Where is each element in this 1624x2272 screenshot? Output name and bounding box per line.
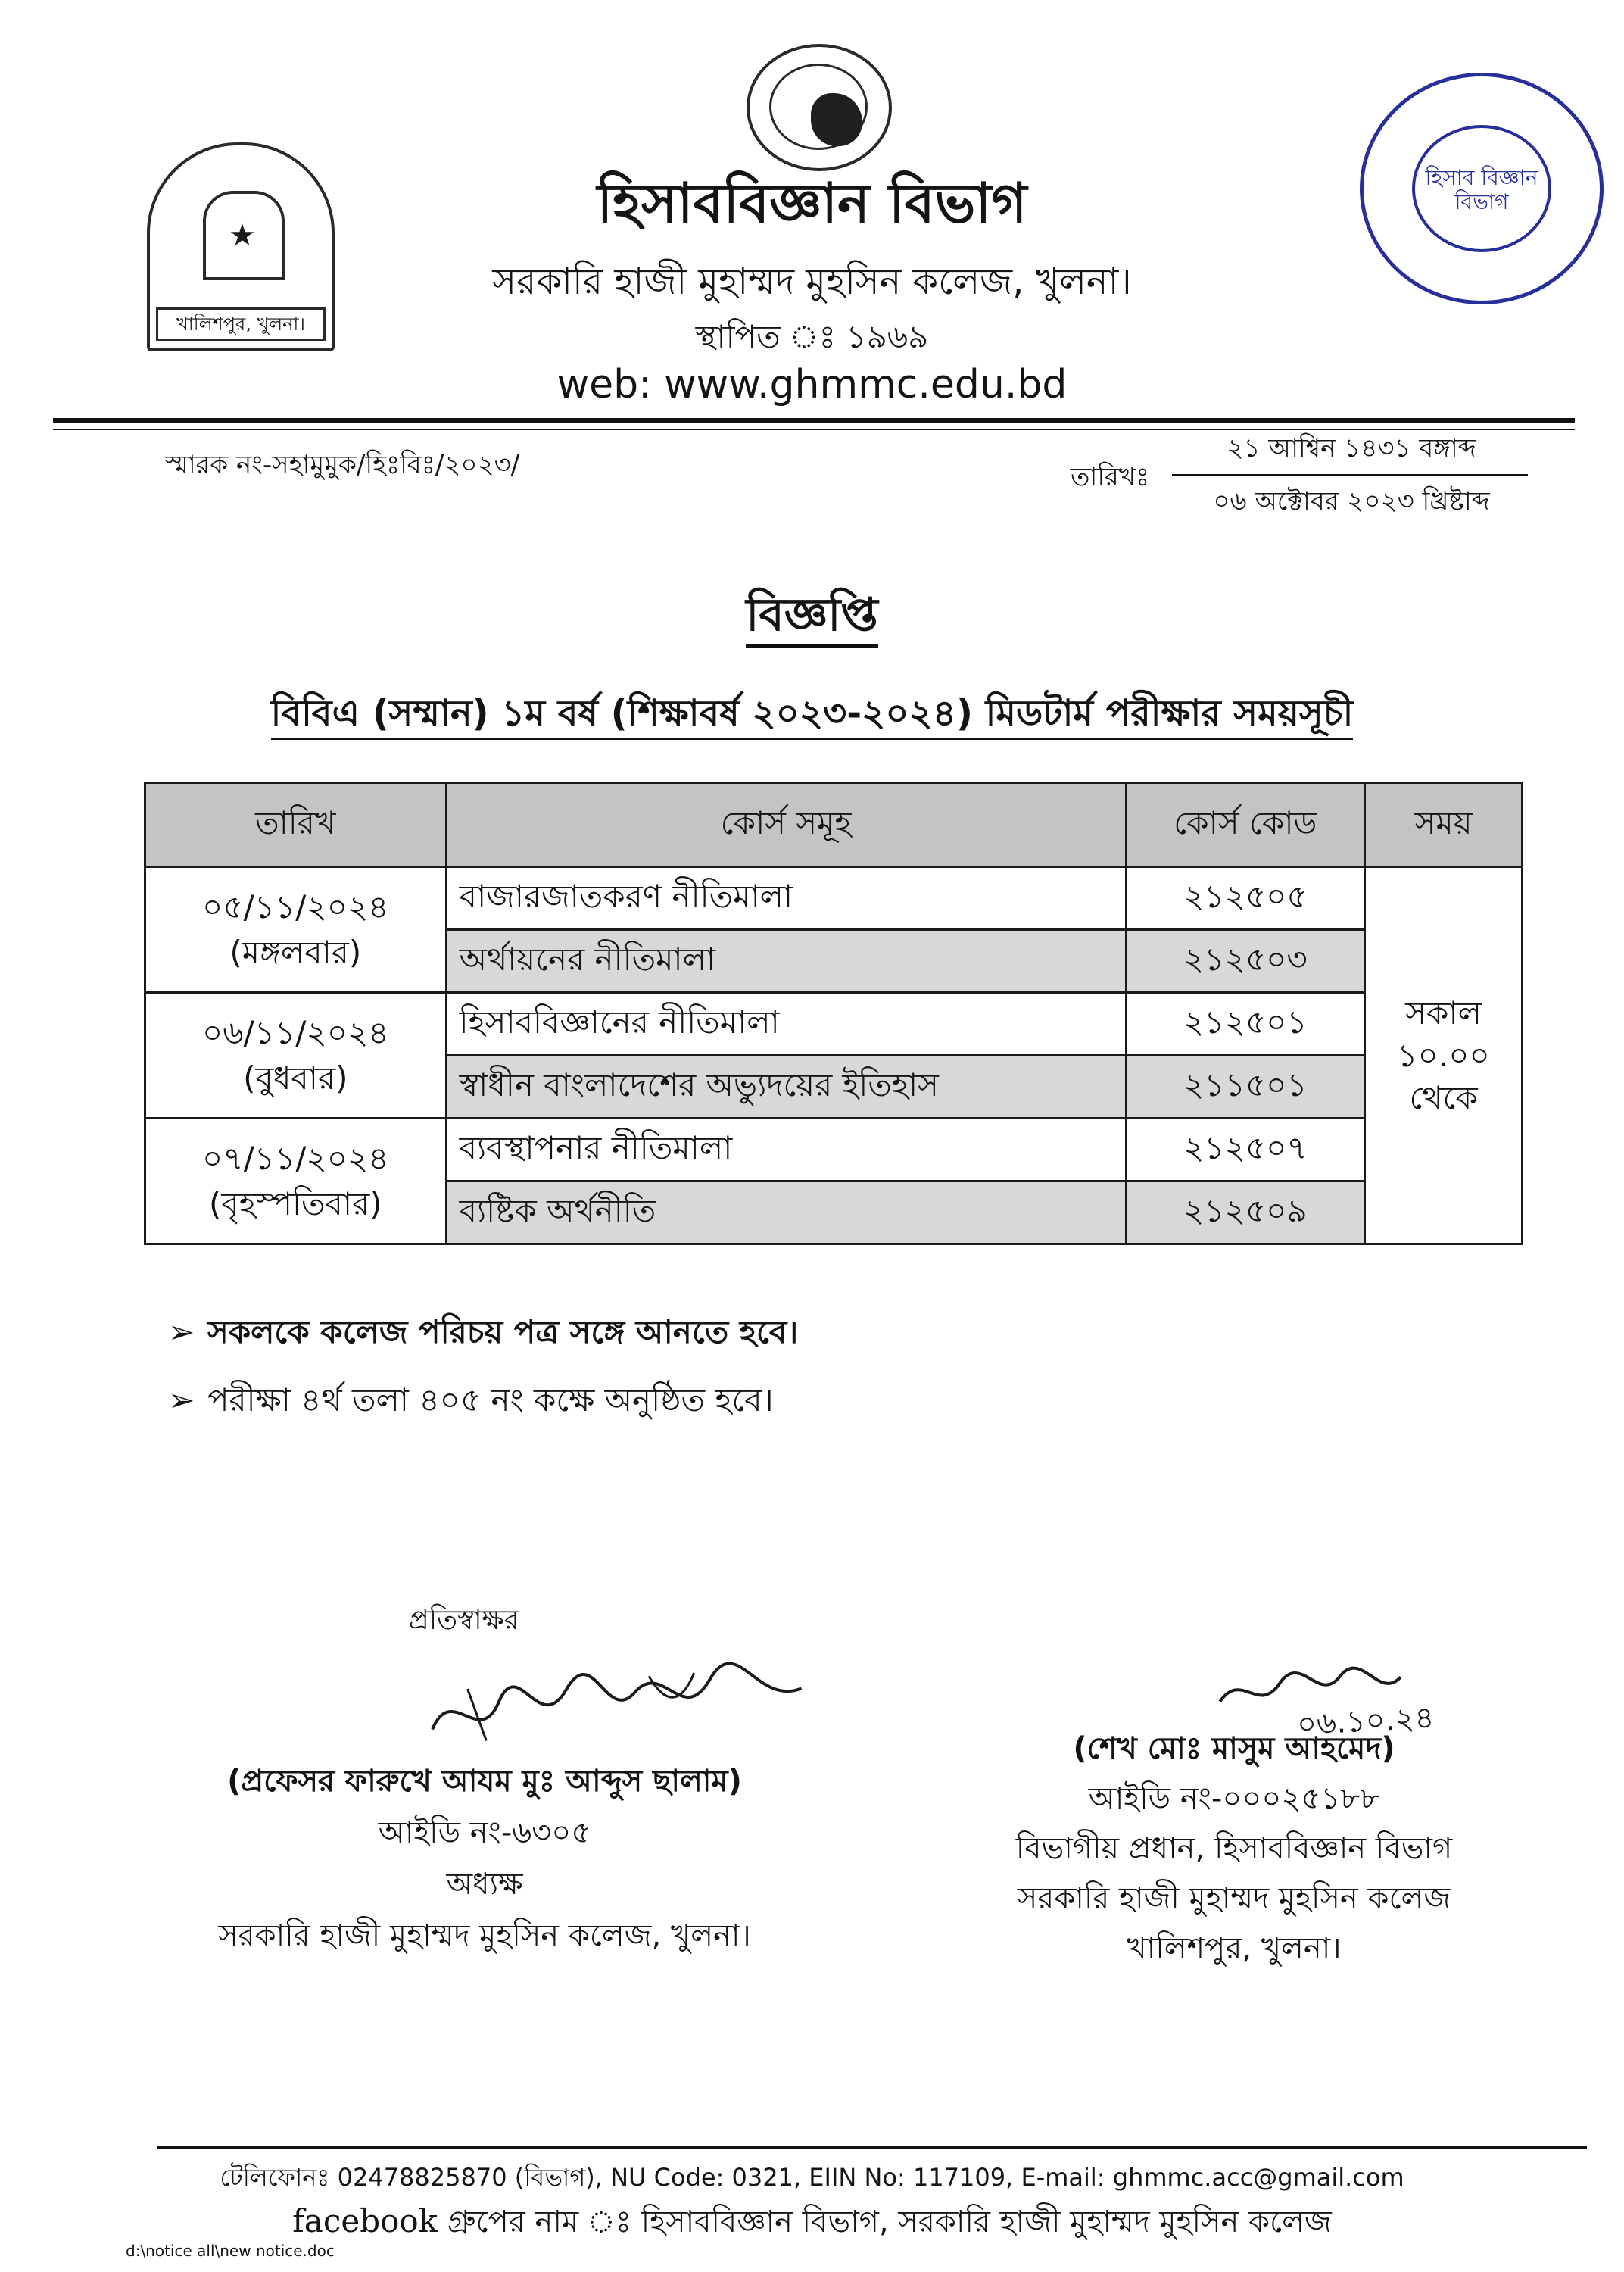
footer-divider (157, 2146, 1587, 2149)
course-name: অর্থায়নের নীতিমালা (446, 930, 1126, 993)
exam-day: (বৃহস্পতিবার) (209, 1184, 382, 1222)
header-courses: কোর্স সমূহ (446, 783, 1126, 867)
bangladesh-map-icon (811, 93, 862, 146)
exam-date: ০৬/১১/২০২৪ (201, 1013, 389, 1051)
table-header-row (145, 783, 1523, 867)
course-code: ২১১৫০১ (1126, 1056, 1365, 1119)
exam-day: (বুধবার) (243, 1059, 348, 1097)
principal-college: সরকারি হাজী মুহাম্মদ মুহসিন কলেজ, খুলনা। (218, 1918, 751, 1953)
exam-day: (মঙ্গলবার) (229, 933, 362, 971)
department-title: হিসাববিজ্ঞান বিভাগ (597, 171, 1027, 235)
head-block (992, 1724, 1476, 1974)
head-college: সরকারি হাজী মুহাম্মদ মুহসিন কলেজ (1017, 1881, 1451, 1916)
footer-contact: টেলিফোনঃ 02478825870 (বিভাগ), NU Code: 0321, EIIN No: 117109, E-mail: ghmmc.acc@gmail.com (220, 2163, 1404, 2192)
header-date: তারিখ (145, 783, 447, 867)
course-name: বাজারজাতকরণ নীতিমালা (446, 867, 1126, 930)
course-name: ব্যবস্থাপনার নীতিমালা (446, 1119, 1126, 1181)
principal-signature (421, 1649, 820, 1771)
star-icon: ★ (229, 218, 256, 253)
date-label: তারিখঃ (1071, 462, 1150, 492)
time-line-3: থেকে (1409, 1078, 1478, 1116)
head-title: বিভাগীয় প্রধান, হিসাববিজ্ঞান বিভাগ (1015, 1831, 1453, 1866)
principal-title: অধ্যক্ষ (446, 1867, 523, 1902)
time-line-1: সকাল (1405, 994, 1482, 1031)
principal-block (174, 1755, 795, 1961)
note-item (168, 1375, 774, 1429)
established-year: স্থাপিত ঃ ১৯৬৯ (695, 318, 929, 355)
date-bangla: ২১ আশ্বিন ১৪৩১ বঙ্গাব্দ (1227, 433, 1476, 463)
facebook-group: গ্রুপের নাম ঃ হিসাববিজ্ঞান বিভাগ, সরকারি হাজী মুহাম্মদ মুহসিন কলেজ (447, 2205, 1332, 2239)
file-path: d:\notice all\new notice.doc (126, 2242, 335, 2260)
memo-reference: স্মারক নং-সহামুমুক/হিঃবিঃ/২০২৩/ (165, 450, 520, 480)
head-id: আইডি নং-০০০২৫১৮৮ (1088, 1781, 1380, 1816)
exam-date: ০৭/১১/২০২৪ (201, 1139, 389, 1177)
footer-facebook (0, 2198, 1624, 2249)
note-item (168, 1307, 798, 1361)
principal-name: (প্রফেসর ফারুখে আযম মুঃ আব্দুস ছালাম) (227, 1764, 742, 1799)
exam-date-cell (145, 993, 447, 1119)
seal-text: হিসাব বিজ্ঞান বিভাগ (1425, 165, 1538, 214)
logo-caption: খালিশপুর, খুলনা। (156, 307, 326, 341)
head-address: খালিশপুর, খুলনা। (1127, 1931, 1342, 1966)
course-code: ২১২৫০১ (1126, 993, 1365, 1056)
note-text: পরীক্ষা ৪র্থ তলা ৪০৫ নং কক্ষে অনুষ্ঠিত হবে। (207, 1381, 774, 1418)
course-code: ২১২৫০৩ (1126, 930, 1365, 993)
notice-subject (0, 686, 1624, 746)
arrow-bullet-icon: ➢ (168, 1313, 195, 1350)
exam-time-cell (1365, 867, 1523, 1244)
table-row (145, 993, 1523, 1056)
date-gregorian: ০৬ অক্টোবর ২০২৩ খ্রিষ্টাব্দ (1213, 486, 1490, 517)
course-code: ২১২৫০৯ (1126, 1181, 1365, 1244)
note-text: সকলকে কলেজ পরিচয় পত্র সঙ্গে আনতে হবে। (207, 1313, 799, 1350)
header-code: কোর্স কোড (1126, 783, 1365, 867)
government-seal (747, 44, 892, 171)
countersign-label: প্রতিস্বাক্ষর (409, 1605, 519, 1636)
website-url: web: www.ghmmc.edu.bd (556, 362, 1068, 407)
course-code: ২১২৫০৭ (1126, 1119, 1365, 1181)
table-row (145, 1119, 1523, 1181)
head-name: (শেখ মোঃ মাসুম আহমেদ) (1073, 1731, 1395, 1766)
exam-date-cell (145, 867, 447, 993)
college-name: সরকারি হাজী মুহাম্মদ মুহসিন কলেজ, খুলনা। (492, 261, 1132, 303)
header-divider (53, 418, 1575, 423)
exam-date-cell (145, 1119, 447, 1244)
notice-title-text: বিজ্ঞপ্তি (746, 588, 877, 648)
facebook-label: facebook (292, 2202, 438, 2239)
principal-id: আইডি নং-৬৩০৫ (378, 1815, 591, 1850)
course-code: ২১২৫০৫ (1126, 867, 1365, 930)
time-line-2: ১০.০০ (1397, 1036, 1490, 1074)
arrow-bullet-icon: ➢ (168, 1381, 195, 1418)
header-time: সময় (1365, 783, 1523, 867)
notice-title (0, 580, 1624, 656)
signature-date: ০৬.১০.২৪ (1295, 1700, 1435, 1743)
signature-scribble-icon (421, 1649, 819, 1760)
course-name: স্বাধীন বাংলাদেশের অভ্যুদয়ের ইতিহাস (446, 1056, 1126, 1119)
course-name: হিসাববিজ্ঞানের নীতিমালা (446, 993, 1126, 1056)
notice-subject-text: বিবিএ (সম্মান) ১ম বর্ষ (শিক্ষাবর্ষ ২০২৩-২০২৪) মিডটার্ম পরীক্ষার সময়সূচী (271, 692, 1354, 740)
exam-date: ০৫/১১/২০২৪ (202, 888, 389, 925)
exam-schedule-table (144, 782, 1523, 1245)
course-name: ব্যষ্টিক অর্থনীতি (446, 1181, 1126, 1244)
table-row (145, 867, 1523, 930)
date-divider (1172, 474, 1528, 476)
